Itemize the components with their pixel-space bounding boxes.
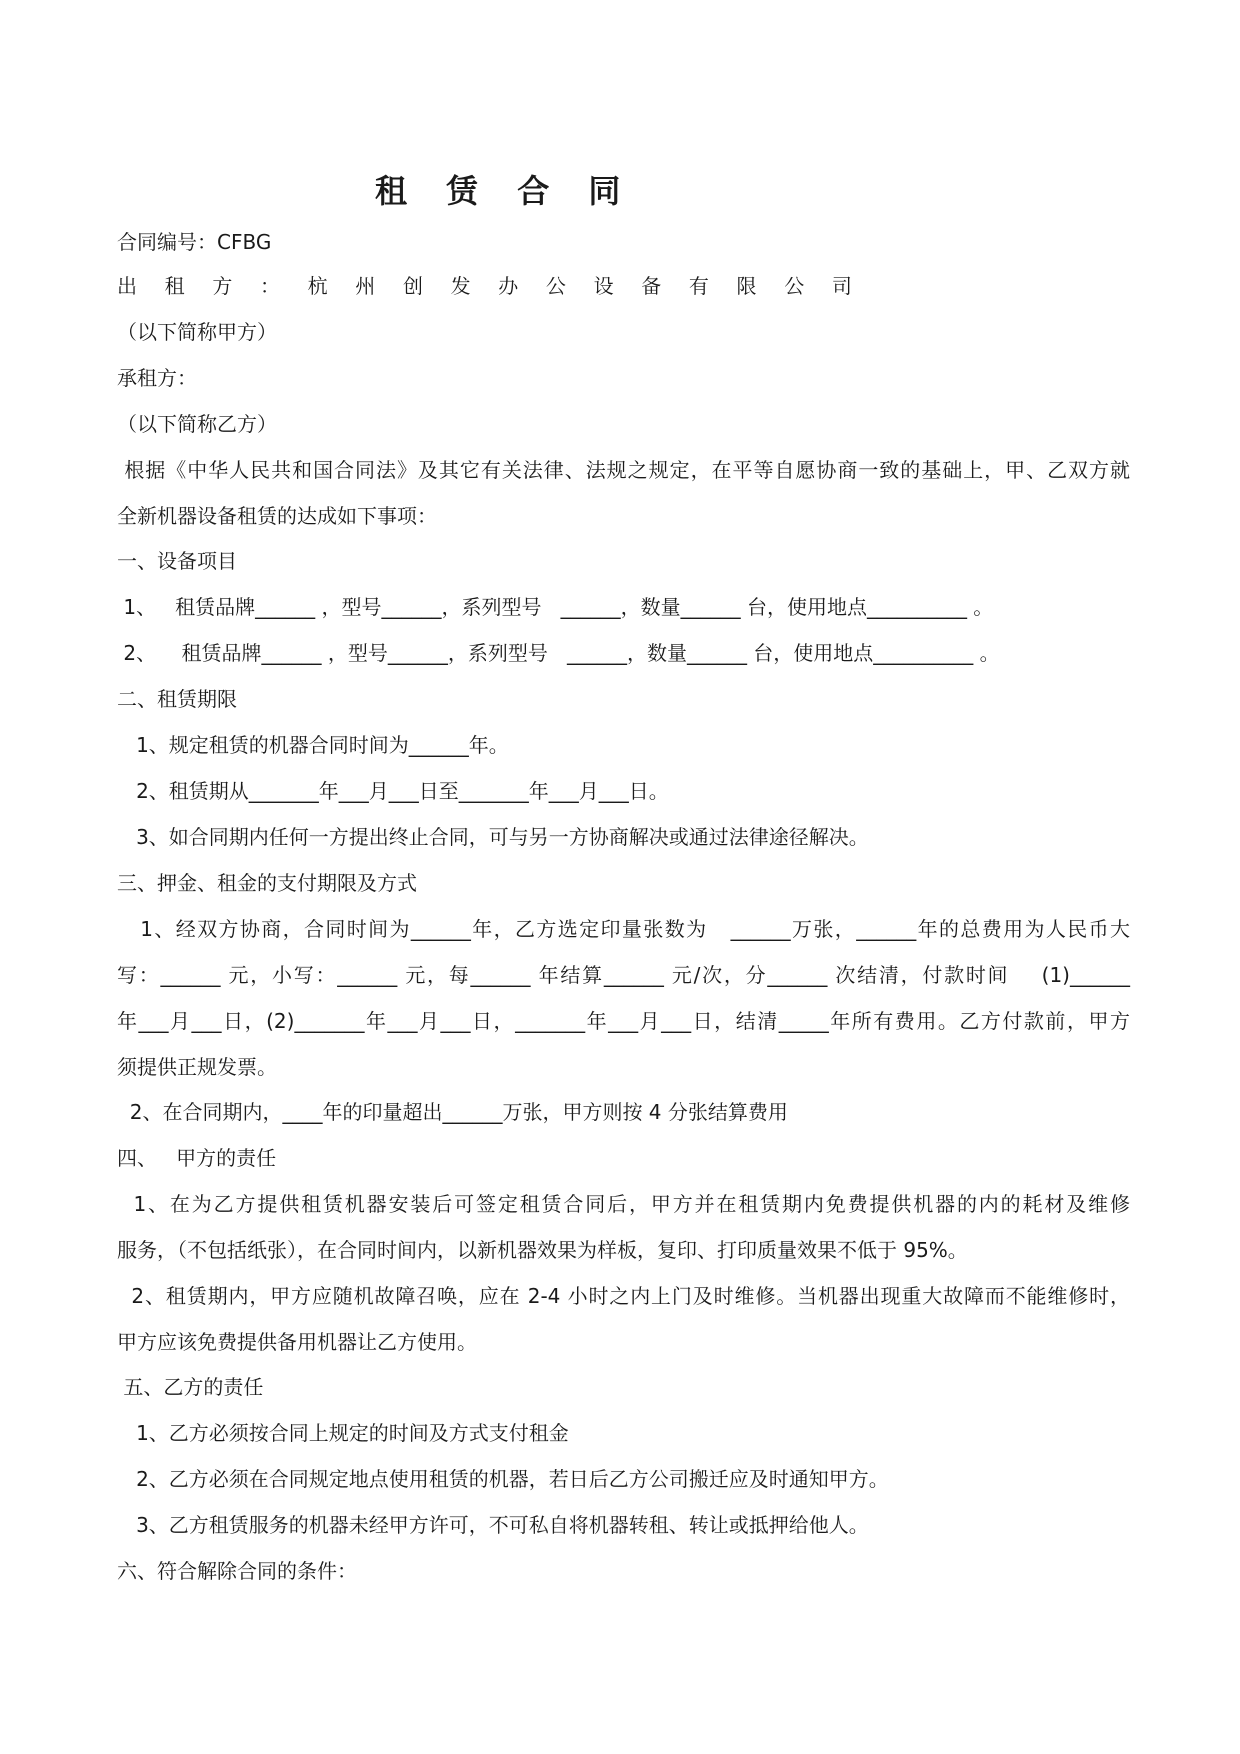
section-heading: 四、 甲方的责任	[117, 1146, 277, 1170]
section-heading: 六、符合解除合同的条件：	[117, 1559, 357, 1583]
payment-line: 1、经双方协商，合同时间为______年，乙方选定印量张数为 ______万张，______年的总费用为人民币大	[117, 917, 1130, 941]
document-title: 租 赁 合 同	[375, 172, 635, 210]
intro-line: 根据《中华人民共和国合同法》及其它有关法律、法规之规定，在平等自愿协商一致的基础上，甲、乙双方就	[117, 458, 1130, 482]
lessee-duty-item: 1、乙方必须按合同上规定的时间及方式支付租金	[117, 1421, 569, 1445]
lessor-line	[117, 272, 852, 300]
equipment-item: 1、 租赁品牌______ ，型号______，系列型号 ______，数量______ 台，使用地点__________ 。	[117, 595, 994, 619]
lessor-char: 办	[498, 274, 519, 298]
lessor-note: （以下简称甲方）	[117, 320, 277, 344]
lessor-char: 出	[117, 274, 137, 298]
lessee-duty-item: 3、乙方租赁服务的机器未经甲方许可，不可私自将机器转租、转让或抵押给他人。	[117, 1513, 869, 1537]
lessee-note: （以下简称乙方）	[117, 412, 277, 436]
lessee-line: 承租方：	[117, 366, 197, 390]
lessor-duty-line: 1、在为乙方提供租赁机器安装后可签定租赁合同后，甲方并在租赁期内免费提供机器的内的耗材及维修	[117, 1192, 1130, 1216]
equipment-item: 2、 租赁品牌______ ，型号______，系列型号 ______，数量______ 台，使用地点__________ 。	[117, 641, 1000, 665]
payment-line: 年___月___日，(2)_______年___月___日，_______年___月___日，结清_____年所有费用。乙方付款前，甲方	[117, 1009, 1130, 1033]
section-heading: 三、押金、租金的支付期限及方式	[117, 871, 417, 895]
lessor-char: 有	[688, 274, 709, 298]
lessor-char: 方	[212, 274, 233, 298]
lessor-char: 创	[402, 274, 423, 298]
payment-item: 2、在合同期内，____年的印量超出______万张，甲方则按 4 分张结算费用	[117, 1100, 788, 1124]
lessee-duty-item: 2、乙方必须在合同规定地点使用租赁的机器，若日后乙方公司搬迁应及时通知甲方。	[117, 1467, 889, 1491]
lessor-duty-paragraph	[117, 1181, 1130, 1365]
lessor-char: 限	[736, 274, 757, 298]
lessor-char: 杭	[307, 274, 328, 298]
lessor-duty-line: 服务，（不包括纸张），在合同时间内，以新机器效果为样板，复印、打印质量效果不低于 95%。	[117, 1238, 968, 1262]
section-heading: 二、租赁期限	[117, 687, 237, 711]
term-item: 3、如合同期内任何一方提出终止合同，可与另一方协商解决或通过法律途径解决。	[117, 825, 869, 849]
lessor-char: 公	[784, 274, 805, 298]
intro-paragraph	[117, 447, 1130, 539]
lessor-char: 发	[450, 274, 471, 298]
lessor-char: 司	[831, 274, 852, 298]
lessor-duty-line: 甲方应该免费提供备用机器让乙方使用。	[117, 1330, 477, 1354]
section-heading: 一、设备项目	[117, 549, 237, 573]
lessor-char: ：	[259, 274, 280, 298]
payment-line: 须提供正规发票。	[117, 1055, 277, 1079]
section-heading: 五、乙方的责任	[117, 1375, 264, 1399]
contract-number: 合同编号：CFBG	[117, 230, 272, 254]
term-item: 2、租赁期从_______年___月___日至_______年___月___日。	[117, 779, 669, 803]
lessor-char: 州	[355, 274, 376, 298]
lessor-duty-line: 2、租赁期内，甲方应随机故障召唤，应在 2-4 小时之内上门及时维修。当机器出现重大故障而不能维修时，	[117, 1284, 1130, 1308]
lessor-char: 公	[545, 274, 566, 298]
payment-paragraph	[117, 906, 1130, 1090]
lessor-char: 备	[641, 274, 662, 298]
term-item: 1、规定租赁的机器合同时间为______年。	[117, 733, 509, 757]
lessor-char: 设	[593, 274, 614, 298]
lessor-char: 租	[164, 274, 185, 298]
payment-line: 写：______ 元，小写：______ 元，每______ 年结算______ 元/次，分______ 次结清，付款时间 (1)______	[117, 963, 1130, 987]
intro-line: 全新机器设备租赁的达成如下事项：	[117, 504, 437, 528]
